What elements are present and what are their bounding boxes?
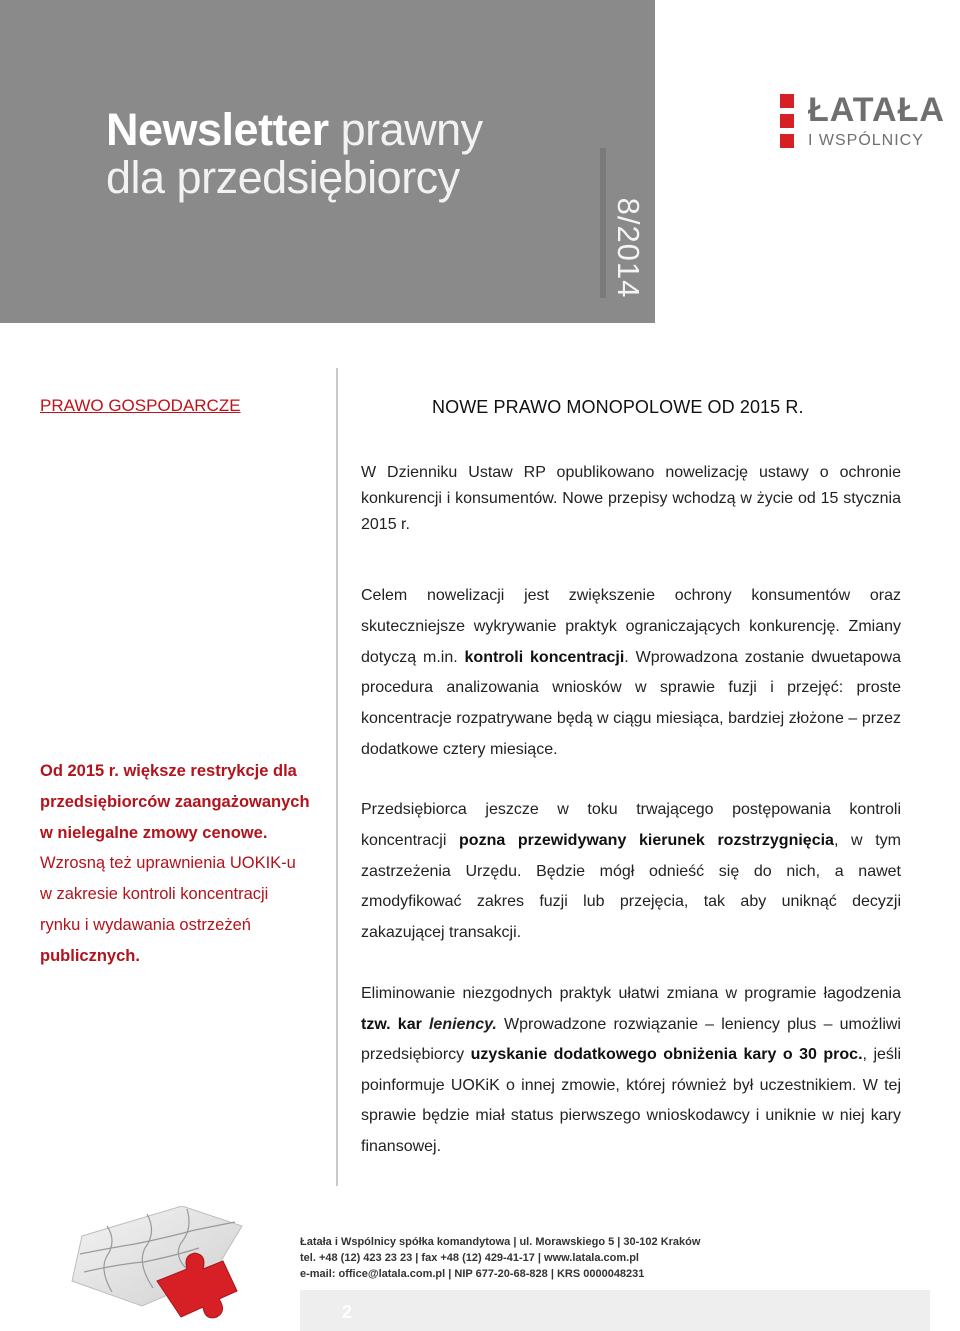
title-line2: dla przedsiębiorcy — [106, 152, 460, 203]
title-bold: Newsletter — [106, 104, 329, 155]
article-paragraph-2 — [361, 795, 901, 949]
p1-text-a: Celem nowelizacji jest zwiększenie ochrony konsumentów oraz skuteczniejsze wykrywanie praktyk ograniczających konkurencję. Zmiany dotyczą m.in. — [361, 587, 901, 666]
logo-name: ŁATAŁA — [808, 91, 945, 129]
p3-italic: leniency. — [428, 1015, 497, 1033]
footer-phone: tel. +48 (12) 423 23 23 | fax +48 (12) 429-41-17 | www.latala.com.pl — [300, 1252, 639, 1264]
newsletter-title — [106, 106, 483, 202]
p3-bold-a: tzw. kar — [361, 1015, 429, 1033]
article-lead: W Dzienniku Ustaw RP opublikowano nowelizację ustawy o ochronie konkurencji i konsumentów. Nowe przepisy wchodzą w życie od 15 stycznia 2015 r. — [361, 464, 901, 533]
p1-text-c: . Wprowadzona zostanie dwuetapowa procedura analizowania wniosków w sprawie fuzji i przejęć: proste koncentracje rozpatrywane będą w ciągu miesiąca, bardziej złożone – przez dodatkowe cztery miesiące. — [361, 648, 901, 758]
page-bar — [300, 1290, 930, 1331]
p1-bold: kontroli koncentracji — [464, 648, 625, 666]
footer-email: e-mail: office@latala.com.pl | NIP 677-20-68-828 | KRS 0000048231 — [300, 1268, 645, 1280]
p2-text-c: , w tym zastrzeżenia Urzędu. Będzie mógł odnieść się do nich, a nawet zmodyfikować zakres fuzji lub przejęcia, tak aby uniknąć decyzji zakazującej transakcji. — [361, 831, 901, 942]
summary-normal: Wzrosną też uprawnienia UOKIK-u w zakresie kontroli koncentracji rynku i wydawania ostrzeżeń — [40, 854, 296, 934]
p3-text-f: , jeśli poinformuje UOKiK o innej zmowie, której również był uczestnikiem. W tej sprawie będzie miał status pierwszego wnioskodawcy i uniknie w niej kary finansowej. — [361, 1046, 902, 1155]
logo-squares-icon — [780, 92, 794, 152]
footer-address: Łatała i Wspólnicy spółka komandytowa | ul. Morawskiego 5 | 30-102 Kraków — [300, 1236, 701, 1248]
article-paragraph-1 — [361, 581, 901, 766]
issue-number — [608, 197, 648, 299]
article-paragraph-3 — [361, 979, 901, 1163]
p3-bold-e: uzyskanie dodatkowego obniżenia kary o 30 proc. — [470, 1046, 863, 1064]
puzzle-icon — [62, 1206, 272, 1331]
title-rest: prawny — [328, 104, 483, 155]
company-logo — [780, 92, 950, 162]
header-banner — [0, 0, 655, 323]
issue-label: 8/2014 — [611, 197, 646, 299]
summary-bold-2: publicznych. — [40, 946, 140, 965]
footer-contact — [300, 1234, 700, 1282]
p2-bold: pozna przewidywany kierunek rozstrzygnięcia — [459, 831, 834, 849]
article-title: NOWE PRAWO MONOPOLOWE OD 2015 R. — [432, 397, 804, 417]
p3-text-a: Eliminowanie niezgodnych praktyk ułatwi zmiana w programie łagodzenia — [361, 985, 901, 1002]
p3-text-d: Wprowadzone rozwiązanie – leniency plus – umożliwi przedsiębiorcy — [361, 1015, 901, 1064]
column-divider — [336, 368, 338, 1186]
logo-subtitle: I WSPÓLNICY — [808, 132, 924, 149]
summary-bold-1: Od 2015 r. większe restrykcje dla przedsiębiorców zaangażowanych w nielegalne zmowy cenowe. — [40, 762, 310, 842]
sidebar-summary — [40, 756, 310, 972]
page-number: 2 — [342, 1302, 353, 1322]
p2-text-a: Przedsiębiorca jeszcze w toku trwającego postępowania kontroli koncentracji — [361, 801, 901, 849]
section-link[interactable]: PRAWO GOSPODARCZE — [40, 396, 241, 415]
banner-divider — [600, 148, 606, 298]
